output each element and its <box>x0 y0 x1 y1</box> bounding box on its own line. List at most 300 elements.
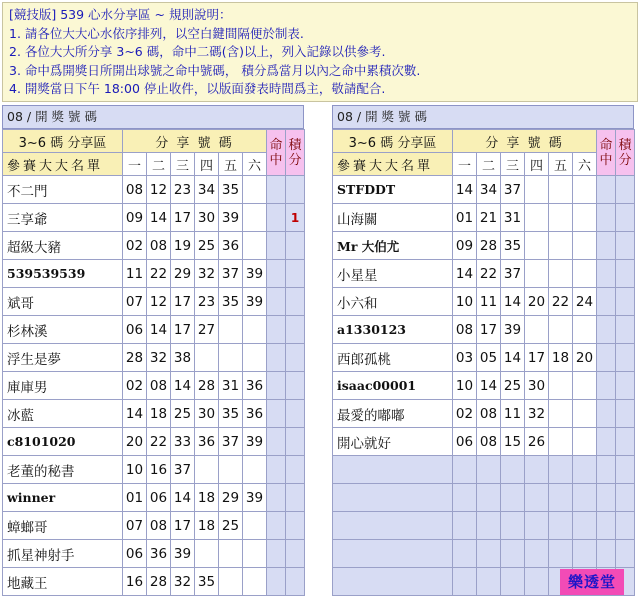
share-number <box>573 484 597 512</box>
share-number: 10 <box>123 456 147 484</box>
share-number: 12 <box>147 176 171 204</box>
members-header: 參賽大大名單 <box>3 153 123 176</box>
share-number <box>219 456 243 484</box>
score-header: 積 分 <box>616 130 635 176</box>
score-cell <box>286 456 305 484</box>
share-number <box>477 456 501 484</box>
score-cell <box>286 372 305 400</box>
share-number <box>573 456 597 484</box>
score-header: 積 分 <box>286 130 305 176</box>
table-row <box>333 288 635 316</box>
table-row <box>333 344 635 372</box>
score-cell <box>616 288 635 316</box>
share-number <box>453 540 477 568</box>
share-number <box>573 400 597 428</box>
share-number: 23 <box>195 288 219 316</box>
share-number <box>219 540 243 568</box>
share-number: 06 <box>147 484 171 512</box>
share-number <box>549 540 573 568</box>
hit-header: 命 中 <box>267 130 286 176</box>
share-number: 08 <box>147 372 171 400</box>
score-cell <box>286 568 305 596</box>
share-number: 08 <box>453 316 477 344</box>
share-number: 08 <box>147 232 171 260</box>
share-number: 05 <box>477 344 501 372</box>
table-row <box>3 288 305 316</box>
share-number: 28 <box>195 372 219 400</box>
share-number <box>573 260 597 288</box>
right-table <box>332 129 635 596</box>
score-cell <box>616 456 635 484</box>
member-name: 開心就好 <box>333 428 453 456</box>
share-number <box>501 484 525 512</box>
score-cell <box>286 512 305 540</box>
table-row <box>3 372 305 400</box>
hit-cell <box>267 260 286 288</box>
share-number <box>549 372 573 400</box>
share-number <box>243 344 267 372</box>
table-row <box>333 232 635 260</box>
share-number: 18 <box>195 512 219 540</box>
share-number: 10 <box>453 372 477 400</box>
share-number <box>219 344 243 372</box>
hit-cell <box>597 512 616 540</box>
share-number: 17 <box>171 512 195 540</box>
col-header-2: 二 <box>147 153 171 176</box>
share-number: 36 <box>219 232 243 260</box>
left-panel <box>2 105 304 596</box>
member-name: a1330123 <box>333 316 453 344</box>
share-number: 17 <box>171 288 195 316</box>
share-number: 22 <box>549 288 573 316</box>
hit-cell <box>267 456 286 484</box>
right-panel <box>332 105 634 596</box>
share-number: 39 <box>243 288 267 316</box>
share-number: 16 <box>147 456 171 484</box>
member-name: isaac00001 <box>333 372 453 400</box>
share-number: 21 <box>477 204 501 232</box>
share-number: 09 <box>453 232 477 260</box>
share-number: 08 <box>123 176 147 204</box>
member-name: 三享爺 <box>3 204 123 232</box>
share-number: 11 <box>123 260 147 288</box>
score-cell <box>286 428 305 456</box>
share-number: 30 <box>195 400 219 428</box>
share-number: 23 <box>171 176 195 204</box>
score-cell <box>286 176 305 204</box>
hit-cell <box>267 232 286 260</box>
share-number <box>549 204 573 232</box>
share-number: 27 <box>195 316 219 344</box>
share-number: 06 <box>123 540 147 568</box>
member-name <box>333 456 453 484</box>
share-number: 14 <box>477 372 501 400</box>
rule-line-3: 3. 命中爲開獎日所開出球號之命中號碼， 積分爲當月以內之命中累積次數. <box>9 62 421 78</box>
table-row <box>333 428 635 456</box>
hit-header: 命 中 <box>597 130 616 176</box>
zone-header: 3~6 碼 分享區 <box>333 130 453 153</box>
share-number <box>477 512 501 540</box>
share-number: 39 <box>243 260 267 288</box>
member-name: 不二門 <box>3 176 123 204</box>
member-name: 冰藍 <box>3 400 123 428</box>
rules-title: [競技版] 539 心水分享區 ~ 規則說明： <box>9 7 232 22</box>
table-row <box>333 260 635 288</box>
share-number: 14 <box>123 400 147 428</box>
share-number <box>573 204 597 232</box>
share-number <box>525 204 549 232</box>
left-table <box>2 129 305 596</box>
share-number: 38 <box>171 344 195 372</box>
member-name <box>333 540 453 568</box>
share-number <box>525 512 549 540</box>
share-number <box>477 568 501 596</box>
member-name: 西郎孤桃 <box>333 344 453 372</box>
members-header: 參賽大大名單 <box>333 153 453 176</box>
share-number: 06 <box>123 316 147 344</box>
share-number: 36 <box>243 372 267 400</box>
share-number <box>549 400 573 428</box>
share-number: 29 <box>171 260 195 288</box>
table-row <box>333 372 635 400</box>
share-header: 分 享 號 碼 <box>453 130 597 153</box>
share-number: 37 <box>501 176 525 204</box>
share-number: 14 <box>171 372 195 400</box>
share-number <box>525 456 549 484</box>
share-number: 22 <box>147 260 171 288</box>
share-number <box>195 540 219 568</box>
score-cell <box>616 372 635 400</box>
share-number: 30 <box>525 372 549 400</box>
share-number <box>501 540 525 568</box>
score-cell <box>616 232 635 260</box>
member-name: 浮生是夢 <box>3 344 123 372</box>
share-number <box>243 512 267 540</box>
share-number: 25 <box>219 512 243 540</box>
share-number: 08 <box>147 512 171 540</box>
hit-cell <box>267 568 286 596</box>
share-number: 16 <box>123 568 147 596</box>
hit-cell <box>597 288 616 316</box>
table-row <box>333 176 635 204</box>
col-header-1: 一 <box>453 153 477 176</box>
share-number <box>453 512 477 540</box>
share-number: 01 <box>123 484 147 512</box>
col-header-6: 六 <box>243 153 267 176</box>
share-number: 25 <box>171 400 195 428</box>
share-number: 34 <box>195 176 219 204</box>
share-number <box>573 232 597 260</box>
hit-cell <box>597 484 616 512</box>
share-number: 25 <box>195 232 219 260</box>
share-number <box>525 540 549 568</box>
member-name: 539539539 <box>3 260 123 288</box>
share-number: 14 <box>453 176 477 204</box>
hit-cell <box>597 204 616 232</box>
share-number <box>525 232 549 260</box>
share-number: 35 <box>219 288 243 316</box>
table-row <box>3 204 305 232</box>
hit-cell <box>267 428 286 456</box>
score-cell: 1 <box>286 204 305 232</box>
share-number: 01 <box>453 204 477 232</box>
table-row <box>3 512 305 540</box>
col-header-3: 三 <box>501 153 525 176</box>
share-number: 25 <box>501 372 525 400</box>
share-number <box>573 540 597 568</box>
share-number: 18 <box>549 344 573 372</box>
score-cell <box>616 204 635 232</box>
share-number: 14 <box>501 344 525 372</box>
share-number: 07 <box>123 288 147 316</box>
share-number: 18 <box>147 400 171 428</box>
hit-cell <box>267 316 286 344</box>
share-number <box>549 456 573 484</box>
share-number: 37 <box>171 456 195 484</box>
rule-line-2: 2. 各位大大所分享 3~6 碼，命中二碼(含)以上，列入記錄以供參考. <box>9 44 386 60</box>
table-row <box>333 316 635 344</box>
share-number: 14 <box>453 260 477 288</box>
share-number: 22 <box>147 428 171 456</box>
share-number: 20 <box>525 288 549 316</box>
share-number: 17 <box>171 316 195 344</box>
share-number <box>453 484 477 512</box>
share-number: 31 <box>501 204 525 232</box>
share-number <box>573 176 597 204</box>
rule-line-1: 1. 請各位大大心水依序排列，以空白鍵間隔便於制表. <box>9 25 304 41</box>
share-number <box>549 316 573 344</box>
share-number: 08 <box>477 400 501 428</box>
hit-cell <box>597 428 616 456</box>
member-name: 山海關 <box>333 204 453 232</box>
right-table-body <box>333 176 635 596</box>
member-name: 抓星神射手 <box>3 540 123 568</box>
member-name: 蟑螂哥 <box>3 512 123 540</box>
score-cell <box>286 288 305 316</box>
share-number: 36 <box>243 400 267 428</box>
col-header-4: 四 <box>195 153 219 176</box>
hit-cell <box>267 204 286 232</box>
share-number <box>243 568 267 596</box>
share-number <box>549 232 573 260</box>
member-name <box>333 484 453 512</box>
score-cell <box>286 260 305 288</box>
share-number: 32 <box>147 344 171 372</box>
share-number: 11 <box>477 288 501 316</box>
member-name: c8101020 <box>3 428 123 456</box>
table-row <box>333 484 635 512</box>
score-cell <box>616 316 635 344</box>
share-number <box>573 512 597 540</box>
col-header-5: 五 <box>219 153 243 176</box>
score-cell <box>616 484 635 512</box>
share-number <box>501 512 525 540</box>
col-header-2: 二 <box>477 153 501 176</box>
hit-cell <box>597 372 616 400</box>
share-number: 39 <box>243 484 267 512</box>
share-number <box>243 540 267 568</box>
share-number: 14 <box>171 484 195 512</box>
share-number: 12 <box>147 288 171 316</box>
share-number: 09 <box>123 204 147 232</box>
member-name: 地藏王 <box>3 568 123 596</box>
hit-cell <box>267 400 286 428</box>
share-number <box>549 176 573 204</box>
table-row <box>3 428 305 456</box>
share-number: 14 <box>147 204 171 232</box>
member-name: 斌哥 <box>3 288 123 316</box>
member-name <box>333 512 453 540</box>
share-number: 20 <box>573 344 597 372</box>
share-number: 28 <box>123 344 147 372</box>
panel-title-left: 08 / 開 獎 號 碼 <box>2 105 304 129</box>
member-name: 杉林溪 <box>3 316 123 344</box>
table-row <box>333 204 635 232</box>
score-cell <box>286 400 305 428</box>
share-number: 06 <box>453 428 477 456</box>
score-cell <box>616 512 635 540</box>
hit-cell <box>267 540 286 568</box>
hit-cell <box>597 400 616 428</box>
share-number: 18 <box>195 484 219 512</box>
table-row <box>3 568 305 596</box>
share-number <box>219 568 243 596</box>
share-number: 22 <box>477 260 501 288</box>
rules-box <box>2 2 638 102</box>
share-number: 07 <box>123 512 147 540</box>
share-number <box>453 456 477 484</box>
member-name: 最愛的嘟嘟 <box>333 400 453 428</box>
share-number: 19 <box>171 232 195 260</box>
col-header-3: 三 <box>171 153 195 176</box>
share-number: 17 <box>171 204 195 232</box>
hit-cell <box>597 344 616 372</box>
share-number <box>477 540 501 568</box>
share-number <box>243 456 267 484</box>
panel-title-right: 08 / 開 獎 號 碼 <box>332 105 634 129</box>
score-cell <box>286 316 305 344</box>
table-row <box>3 400 305 428</box>
share-number: 15 <box>501 428 525 456</box>
member-name: 小六和 <box>333 288 453 316</box>
share-number: 35 <box>219 400 243 428</box>
member-name: 超級大豬 <box>3 232 123 260</box>
table-row <box>333 512 635 540</box>
score-cell <box>286 540 305 568</box>
share-number: 02 <box>123 232 147 260</box>
hit-cell <box>597 456 616 484</box>
hit-cell <box>597 232 616 260</box>
member-name: Mr 大伯尤 <box>333 232 453 260</box>
share-number <box>477 484 501 512</box>
share-number: 32 <box>171 568 195 596</box>
rule-line-4: 4. 開獎當日下午 18:00 停止收件，以版面發表時間爲主，敬請配合. <box>9 81 386 97</box>
share-header: 分 享 號 碼 <box>123 130 267 153</box>
score-cell <box>286 344 305 372</box>
col-header-4: 四 <box>525 153 549 176</box>
share-number: 02 <box>123 372 147 400</box>
share-number: 28 <box>147 568 171 596</box>
share-number: 03 <box>453 344 477 372</box>
score-cell <box>616 260 635 288</box>
share-number: 28 <box>477 232 501 260</box>
member-name: 老董的秘書 <box>3 456 123 484</box>
member-name: winner <box>3 484 123 512</box>
zone-header: 3~6 碼 分享區 <box>3 130 123 153</box>
share-number <box>549 512 573 540</box>
share-number <box>501 568 525 596</box>
share-number: 39 <box>171 540 195 568</box>
share-number <box>573 428 597 456</box>
score-cell <box>616 400 635 428</box>
share-number <box>549 260 573 288</box>
share-number <box>195 344 219 372</box>
share-number <box>573 372 597 400</box>
table-row <box>3 540 305 568</box>
col-header-1: 一 <box>123 153 147 176</box>
share-number <box>525 316 549 344</box>
share-number: 39 <box>219 204 243 232</box>
hit-cell <box>267 484 286 512</box>
table-row <box>3 176 305 204</box>
share-number <box>195 456 219 484</box>
share-number <box>573 316 597 344</box>
col-header-5: 五 <box>549 153 573 176</box>
hit-cell <box>267 512 286 540</box>
score-cell <box>616 428 635 456</box>
share-number <box>501 456 525 484</box>
share-number <box>243 232 267 260</box>
share-number: 31 <box>219 372 243 400</box>
share-number <box>453 568 477 596</box>
member-name: 庫庫男 <box>3 372 123 400</box>
table-row <box>333 540 635 568</box>
share-number <box>243 316 267 344</box>
share-number: 37 <box>501 260 525 288</box>
score-cell <box>616 176 635 204</box>
share-number: 02 <box>453 400 477 428</box>
brand-logo-link[interactable]: 樂透堂 <box>560 569 624 595</box>
score-cell <box>286 232 305 260</box>
share-number: 34 <box>477 176 501 204</box>
share-number: 26 <box>525 428 549 456</box>
score-cell <box>286 484 305 512</box>
member-name: STFDDT <box>333 176 453 204</box>
share-number: 30 <box>195 204 219 232</box>
member-name <box>333 568 453 596</box>
share-number <box>525 176 549 204</box>
table-row <box>3 232 305 260</box>
share-number: 35 <box>195 568 219 596</box>
share-number: 11 <box>501 400 525 428</box>
share-number: 29 <box>219 484 243 512</box>
col-header-6: 六 <box>573 153 597 176</box>
share-number: 17 <box>525 344 549 372</box>
share-number <box>243 176 267 204</box>
hit-cell <box>267 288 286 316</box>
table-row <box>3 456 305 484</box>
table-row <box>3 260 305 288</box>
share-number: 24 <box>573 288 597 316</box>
share-number: 35 <box>501 232 525 260</box>
member-name: 小星星 <box>333 260 453 288</box>
hit-cell <box>267 372 286 400</box>
share-number: 37 <box>219 260 243 288</box>
share-number: 36 <box>195 428 219 456</box>
table-row <box>333 456 635 484</box>
score-cell <box>616 540 635 568</box>
hit-cell <box>267 176 286 204</box>
